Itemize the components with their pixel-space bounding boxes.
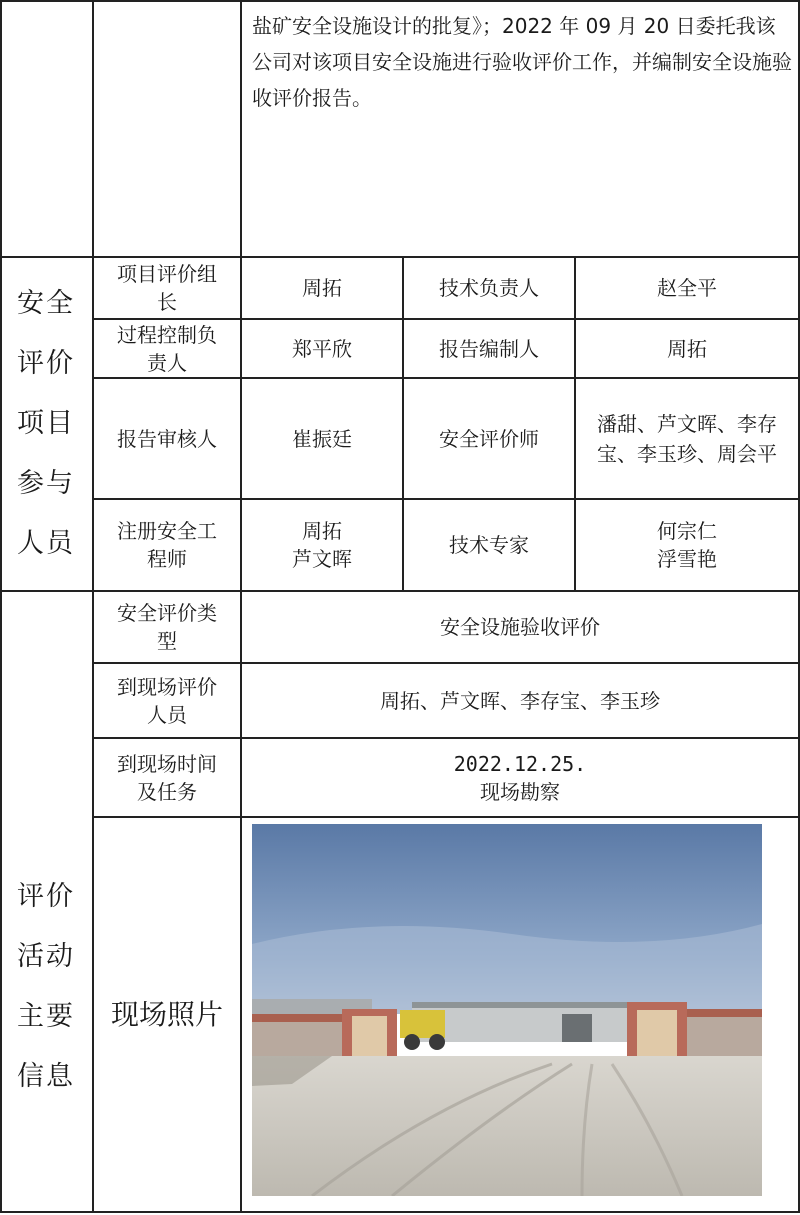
role-label: 安全评价师 [439, 426, 539, 451]
ground [252, 1056, 762, 1196]
section-label-char: 参与 [17, 468, 75, 499]
onsite-task: 现场勘察 [480, 779, 560, 804]
onsite-time-value [242, 739, 798, 816]
warehouse-roof [412, 1002, 652, 1008]
section-label-personnel [0, 258, 92, 590]
role-name: 周拓 [302, 276, 342, 300]
role-label: 报告编制人 [439, 336, 539, 361]
loader-wheel [404, 1034, 420, 1050]
role-name: 崔振廷 [292, 426, 352, 451]
role-name: 周拓 芦文晖 [292, 519, 352, 571]
onsite-time-label: 到现场时间 及任务 [117, 751, 217, 804]
onsite-date: 2022.12.25. [453, 751, 587, 776]
section-label-char: 主要 [17, 1000, 75, 1032]
gate-sign-left [352, 1016, 387, 1056]
eval-type-value: 安全设施验收评价 [440, 615, 600, 639]
role-label: 项目评价组 长 [117, 262, 217, 314]
section-label-char: 项目 [17, 408, 75, 439]
role-label: 技术负责人 [439, 276, 539, 300]
eval-type-label: 安全评价类 型 [117, 601, 217, 653]
section-label-activity [0, 592, 92, 1211]
site-photo-label: 现场照片 [110, 997, 223, 1031]
section-label-char: 信息 [17, 1060, 75, 1092]
section-label-char: 安全 [17, 288, 75, 319]
onsite-staff-value: 周拓、芦文晖、李存宝、李玉珍 [380, 688, 660, 713]
table-border-top [0, 0, 800, 2]
section-label-char: 评价 [17, 348, 75, 379]
role-label: 过程控制负 责人 [117, 322, 217, 375]
site-photo-drawing [252, 824, 762, 1196]
table-border-bottom [0, 1211, 800, 1213]
role-label: 技术专家 [449, 533, 529, 557]
wall-left [252, 1019, 347, 1059]
wall-left-top [252, 1014, 347, 1022]
role-label: 报告审核人 [117, 426, 217, 451]
gate-sign-right [637, 1010, 677, 1056]
role-name: 周拓 [667, 336, 707, 361]
onsite-staff-label: 到现场评价 人员 [117, 674, 217, 727]
role-name: 赵全平 [657, 276, 717, 300]
site-photo [252, 824, 762, 1196]
wall-right-top [682, 1009, 762, 1017]
role-name: 何宗仁 浮雪艳 [657, 519, 717, 571]
role-label: 注册安全工 程师 [117, 519, 217, 571]
wall-right [682, 1014, 762, 1059]
role-name: 郑平欣 [292, 336, 352, 361]
warehouse-door [562, 1014, 592, 1042]
loader-body [400, 1010, 445, 1038]
section-label-char: 评价 [17, 880, 75, 912]
warehouse [412, 1004, 652, 1042]
role-name: 潘甜、芦文晖、李存 宝、李玉珍、周会平 [597, 411, 777, 466]
intro-paragraph: 盐矿安全设施设计的批复》；2022 年 09 月 20 日委托我该公司对该项目安全设施进行验收评价工作，并编制安全设施验收评价报告。 [252, 14, 792, 110]
loader-wheel [429, 1034, 445, 1050]
section-label-char: 人员 [17, 528, 75, 559]
section-label-char: 活动 [17, 940, 75, 972]
